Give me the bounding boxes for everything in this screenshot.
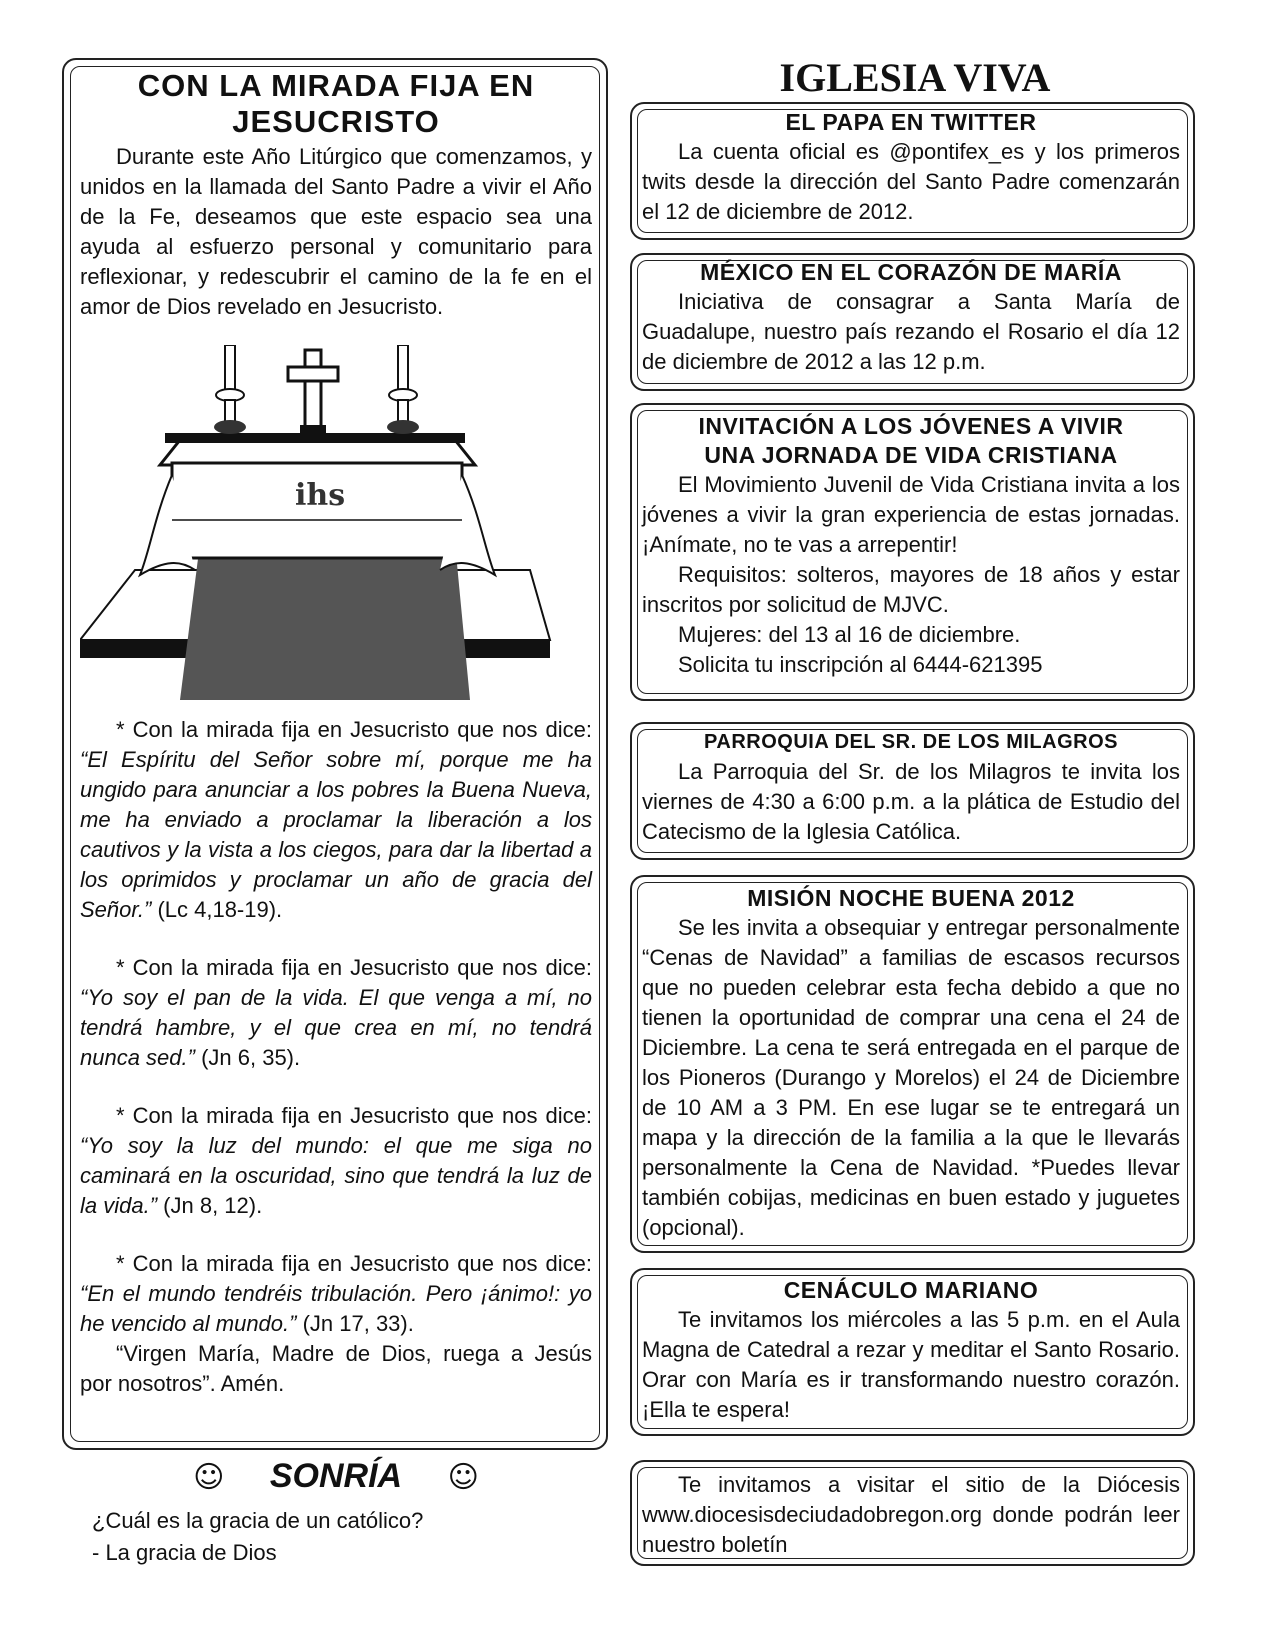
box-paragraph: La cuenta oficial es @pontifex_es y los primeros twits desde la dirección del Santo Padre comenzarán el 12 de diciembre de 2012.	[642, 139, 1180, 224]
quote-1: * Con la mirada fija en Jesucristo que nos dice: “El Espíritu del Señor sobre mí, porque me ha ungido para anunciar a los pobres la Buena Nueva, me ha enviado a proclamar la liberación a los cautivos y la vista a los ciegos, para dar la libertad a los oprimidos y proclamar un año de gracia del Señor.” (Lc 4,18-19).	[80, 717, 592, 922]
box-mexico-maria-content	[642, 258, 1180, 377]
box-title: MISIÓN NOCHE BUENA 2012	[747, 885, 1075, 911]
quote-4: * Con la mirada fija en Jesucristo que nos dice: “En el mundo tendréis tribulación. Pero ¡ánimo!: yo he vencido al mundo.” (Jn 17, 33).	[80, 1251, 592, 1336]
box-paragraph: Se les invita a obsequiar y entregar personalmente “Cenas de Navidad” a familias de escasos recursos que no pueden celebrar esta fecha debido a que no tienen la oportunidad de comprar una cena el 24 de Diciembre. La cena te será entregada en el parque de los Pioneros (Durango y Morelos) el 24 de Diciembre de 10 AM a 3 PM. En ese lugar se te entregará un mapa y la dirección de la familia a la que le llevarás personalmente la Cena de Navidad. *Puedes llevar también cobijas, medicinas en buen estado y juguetes (opcional).	[642, 915, 1180, 1240]
joke-answer: - La gracia de Dios	[92, 1540, 277, 1565]
article-title-line1: CON LA MIRADA FIJA EN	[137, 68, 535, 103]
quotes-section	[80, 715, 592, 1399]
left-article	[80, 68, 592, 322]
box-dates: Mujeres: del 13 al 16 de diciembre.	[678, 622, 1021, 647]
smile-header	[80, 1455, 592, 1499]
altar-monogram: ihs	[295, 478, 346, 513]
smile-title: SONRÍA	[269, 1457, 403, 1495]
box-cenaculo-content	[642, 1276, 1180, 1425]
quote-3: * Con la mirada fija en Jesucristo que nos dice: “Yo soy la luz del mundo: el que me siga no caminará en la oscuridad, sino que tendrá la luz de la vida.” (Jn 8, 12).	[80, 1103, 592, 1218]
box-title: MÉXICO EN EL CORAZÓN DE MARÍA	[700, 259, 1122, 285]
altar-carpet	[180, 543, 470, 700]
box-title-line2: UNA JORNADA DE VIDA CRISTIANA	[704, 442, 1118, 468]
box-title: CENÁCULO MARIANO	[783, 1277, 1039, 1303]
box-website-content	[642, 1470, 1180, 1560]
smiley-right-icon: ☺	[447, 1460, 479, 1495]
altar-top	[160, 440, 475, 465]
section-header: IGLESIA VIVA	[779, 55, 1051, 100]
box-paragraph: Te invitamos los miércoles a las 5 p.m. en el Aula Magna de Catedral a rezar y meditar el Santo Rosario. Orar con María es ir transformando nuestro corazón. ¡Ella te espera!	[642, 1307, 1180, 1422]
box-papa-twitter-content	[642, 108, 1180, 227]
box-jovenes-content	[642, 412, 1180, 680]
closing-prayer: “Virgen María, Madre de Dios, ruega a Jesús por nosotros”. Amén.	[80, 1341, 592, 1396]
box-title: PARROQUIA DEL SR. DE LOS MILAGROS	[704, 731, 1118, 753]
box-paragraph: La Parroquia del Sr. de los Milagros te invita los viernes de 4:30 a 6:00 p.m. a la plática de Estudio del Catecismo de la Iglesia Católica.	[642, 759, 1180, 844]
candle-left-icon	[214, 345, 246, 434]
cross-icon	[305, 350, 321, 428]
smile-section	[80, 1455, 592, 1569]
article-intro: Durante este Año Litúrgico que comenzamos, y unidos en la llamada del Santo Padre a vivir el Año de la Fe, deseamos que este espacio sea una ayuda al esfuerzo personal y comunitario para reflexionar, y redescubrir el camino de la fe en el amor de Dios revelado en Jesucristo.	[80, 144, 592, 319]
box-title: EL PAPA EN TWITTER	[785, 109, 1037, 135]
article-title-line2: JESUCRISTO	[232, 104, 440, 139]
altar-illustration	[80, 345, 585, 700]
box-contact-phone: Solicita tu inscripción al 6444-621395	[678, 652, 1043, 677]
smiley-left-icon: ☺	[193, 1460, 225, 1495]
box-parroquia-content	[642, 728, 1180, 847]
quote-2: * Con la mirada fija en Jesucristo que nos dice: “Yo soy el pan de la vida. El que venga a mí, no tendrá hambre, y el que crea en mí, no tendrá nunca sed.” (Jn 6, 35).	[80, 955, 592, 1070]
box-paragraph: Iniciativa de consagrar a Santa María de Guadalupe, nuestro país rezando el Rosario el día 12 de diciembre de 2012 a las 12 p.m.	[642, 289, 1180, 374]
box-title: INVITACIÓN A LOS JÓVENES A VIVIR	[698, 413, 1124, 439]
box-mision-content	[642, 884, 1180, 1243]
box-requirements: Requisitos: solteros, mayores de 18 años y estar inscritos por solicitud de MJVC.	[642, 562, 1180, 617]
website-invitation: Te invitamos a visitar el sitio de la Diócesis www.diocesisdeciudadobregon.org donde podrán leer nuestro boletín	[642, 1472, 1180, 1557]
joke-question: ¿Cuál es la gracia de un católico?	[92, 1508, 424, 1533]
box-paragraph: El Movimiento Juvenil de Vida Cristiana invita a los jóvenes a vivir la gran experiencia de estas jornadas. ¡Anímate, no te vas a arrepentir!	[642, 472, 1180, 557]
candle-right-icon	[387, 345, 419, 434]
